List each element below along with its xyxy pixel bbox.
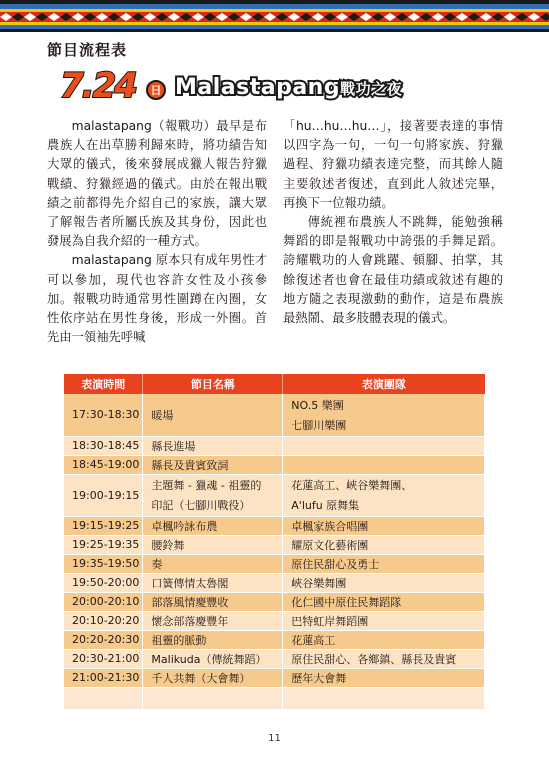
tribal-pattern-band: [0, 0, 549, 34]
row-team: 耀原文化藝術團: [283, 535, 485, 554]
row-time-empty: [64, 687, 143, 709]
table-row: [64, 455, 485, 474]
article-column-right: [283, 117, 503, 328]
section-title: 節目流程表: [47, 41, 128, 59]
row-time: 19:35-19:50: [64, 554, 143, 573]
row-program: [143, 474, 283, 516]
schedule-table: [64, 374, 485, 710]
table-row: [64, 554, 485, 573]
row-team-empty: [283, 687, 485, 709]
table-row: [64, 436, 485, 455]
row-program: 千人共舞（大會舞）: [143, 668, 283, 687]
table-row: [64, 649, 485, 668]
row-time: 19:50-20:00: [64, 573, 143, 592]
article-column-left: [47, 117, 267, 347]
row-team: 峽谷樂舞團: [283, 573, 485, 592]
header-program: 節目名稱: [143, 374, 283, 394]
row-team: 原住民甜心、各鄉鎮、縣長及貴賓: [283, 649, 485, 668]
row-program: 縣長進場: [143, 436, 283, 455]
row-program: 祖靈的脈動: [143, 630, 283, 649]
row-team-line: A'lufu 原舞集: [291, 499, 360, 512]
article-paragraph: malastapang（報戰功）最早是布農族人在出草勝利歸來時，將功績告知大眾的儀式，後來發展成獵人報告狩獵戰績、狩獵經過的儀式。由於在報出戰績之前都得先介紹自己的家族，讓大眾了解報告者所屬氏族及其身份，因此也發展為自我介紹的一種方式。: [47, 119, 267, 249]
table-row-empty: [64, 687, 485, 709]
article-paragraph: 傳統裡布農族人不跳舞，能勉強稱舞蹈的即是報戰功中誇張的手舞足蹈。誇耀戰功的人會跳躍、頓腳、拍掌，其餘復述者也會在最佳功績或敘述有趣的地方隨之表現激動的動作，這是布農族最熱鬧、最多肢體表現的儀式。: [283, 215, 503, 326]
row-team: 巴特虹岸舞蹈團: [283, 611, 485, 630]
row-team: [283, 436, 485, 455]
row-team: 花蓮高工: [283, 630, 485, 649]
row-time: 17:30-18:30: [64, 394, 143, 436]
page-number: 11: [268, 733, 281, 744]
schedule-header-row: [64, 374, 485, 394]
table-row: [64, 592, 485, 611]
row-time: 20:20-20:30: [64, 630, 143, 649]
table-row: [64, 668, 485, 687]
row-program: 部落風情慶豐收: [143, 592, 283, 611]
row-program: 奏: [143, 554, 283, 573]
tribal-pattern-graphic: [0, 0, 549, 34]
row-program-line: 主題舞 - 獵魂 - 祖靈的: [151, 479, 262, 492]
header-time: 表演時間: [64, 374, 143, 394]
row-program: 懷念部落慶豐年: [143, 611, 283, 630]
row-team-line: 花蓮高工、峽谷樂舞團、: [291, 479, 413, 492]
row-team: [283, 455, 485, 474]
row-team: 化仁國中原住民舞蹈隊: [283, 592, 485, 611]
row-program: 口簧傳情太魯閣: [143, 573, 283, 592]
row-time: 20:30-21:00: [64, 649, 143, 668]
row-time: 20:00-20:10: [64, 592, 143, 611]
event-date: 7.24: [60, 66, 136, 106]
row-team-line: 七腳川樂團: [291, 418, 347, 432]
row-program: 腰鈴舞: [143, 535, 283, 554]
row-team: 歷年大會舞: [283, 668, 485, 687]
row-team-line: NO.5 樂團: [291, 398, 344, 412]
row-time: 18:45-19:00: [64, 455, 143, 474]
row-time: 19:00-19:15: [64, 474, 143, 516]
table-row: [64, 474, 485, 516]
table-row: [64, 611, 485, 630]
row-program-empty: [143, 687, 283, 709]
row-program: Malikuda（傳統舞蹈）: [143, 649, 283, 668]
table-row: [64, 535, 485, 554]
event-weekday-badge: 日: [146, 80, 166, 100]
row-team: 卓楓家族合唱團: [283, 516, 485, 535]
table-row: [64, 394, 485, 436]
event-title-main: Malastapang: [175, 75, 341, 100]
table-row: [64, 573, 485, 592]
row-team: 原住民甜心及勇士: [283, 554, 485, 573]
event-subtitle: 戰功之夜: [340, 80, 403, 98]
table-row: [64, 516, 485, 535]
row-program-line: 印記（七腳川戰役）: [151, 499, 251, 512]
article-paragraph: 「hu…hu…hu…」，接著要表達的事情以四字為一句，一句一句將家族、狩獵過程、狩獵功績表達完整，而其餘人隨主要敘述者復述，直到此人敘述完畢，再換下一位報功績。: [283, 119, 503, 210]
row-time: 19:15-19:25: [64, 516, 143, 535]
row-time: 18:30-18:45: [64, 436, 143, 455]
article-paragraph: malastapang 原本只有成年男性才可以參加，現代也容許女性及小孩參加。報戰功時通常男性圍蹲在內圈，女性依序站在男性身後，形成一外圈。首先由一領袖先呼喊: [47, 253, 267, 345]
row-team: [283, 474, 485, 516]
header-team: 表演團隊: [283, 374, 485, 394]
table-row: [64, 630, 485, 649]
row-program: 卓楓吟詠布農: [143, 516, 283, 535]
row-program: 縣長及貴賓致詞: [143, 455, 283, 474]
event-title: [175, 75, 402, 100]
row-program: 暖場: [143, 394, 283, 436]
row-time: 20:10-20:20: [64, 611, 143, 630]
event-date-badge: [60, 66, 155, 106]
row-time: 19:25-19:35: [64, 535, 143, 554]
row-team: [283, 394, 485, 436]
row-time: 21:00-21:30: [64, 668, 143, 687]
